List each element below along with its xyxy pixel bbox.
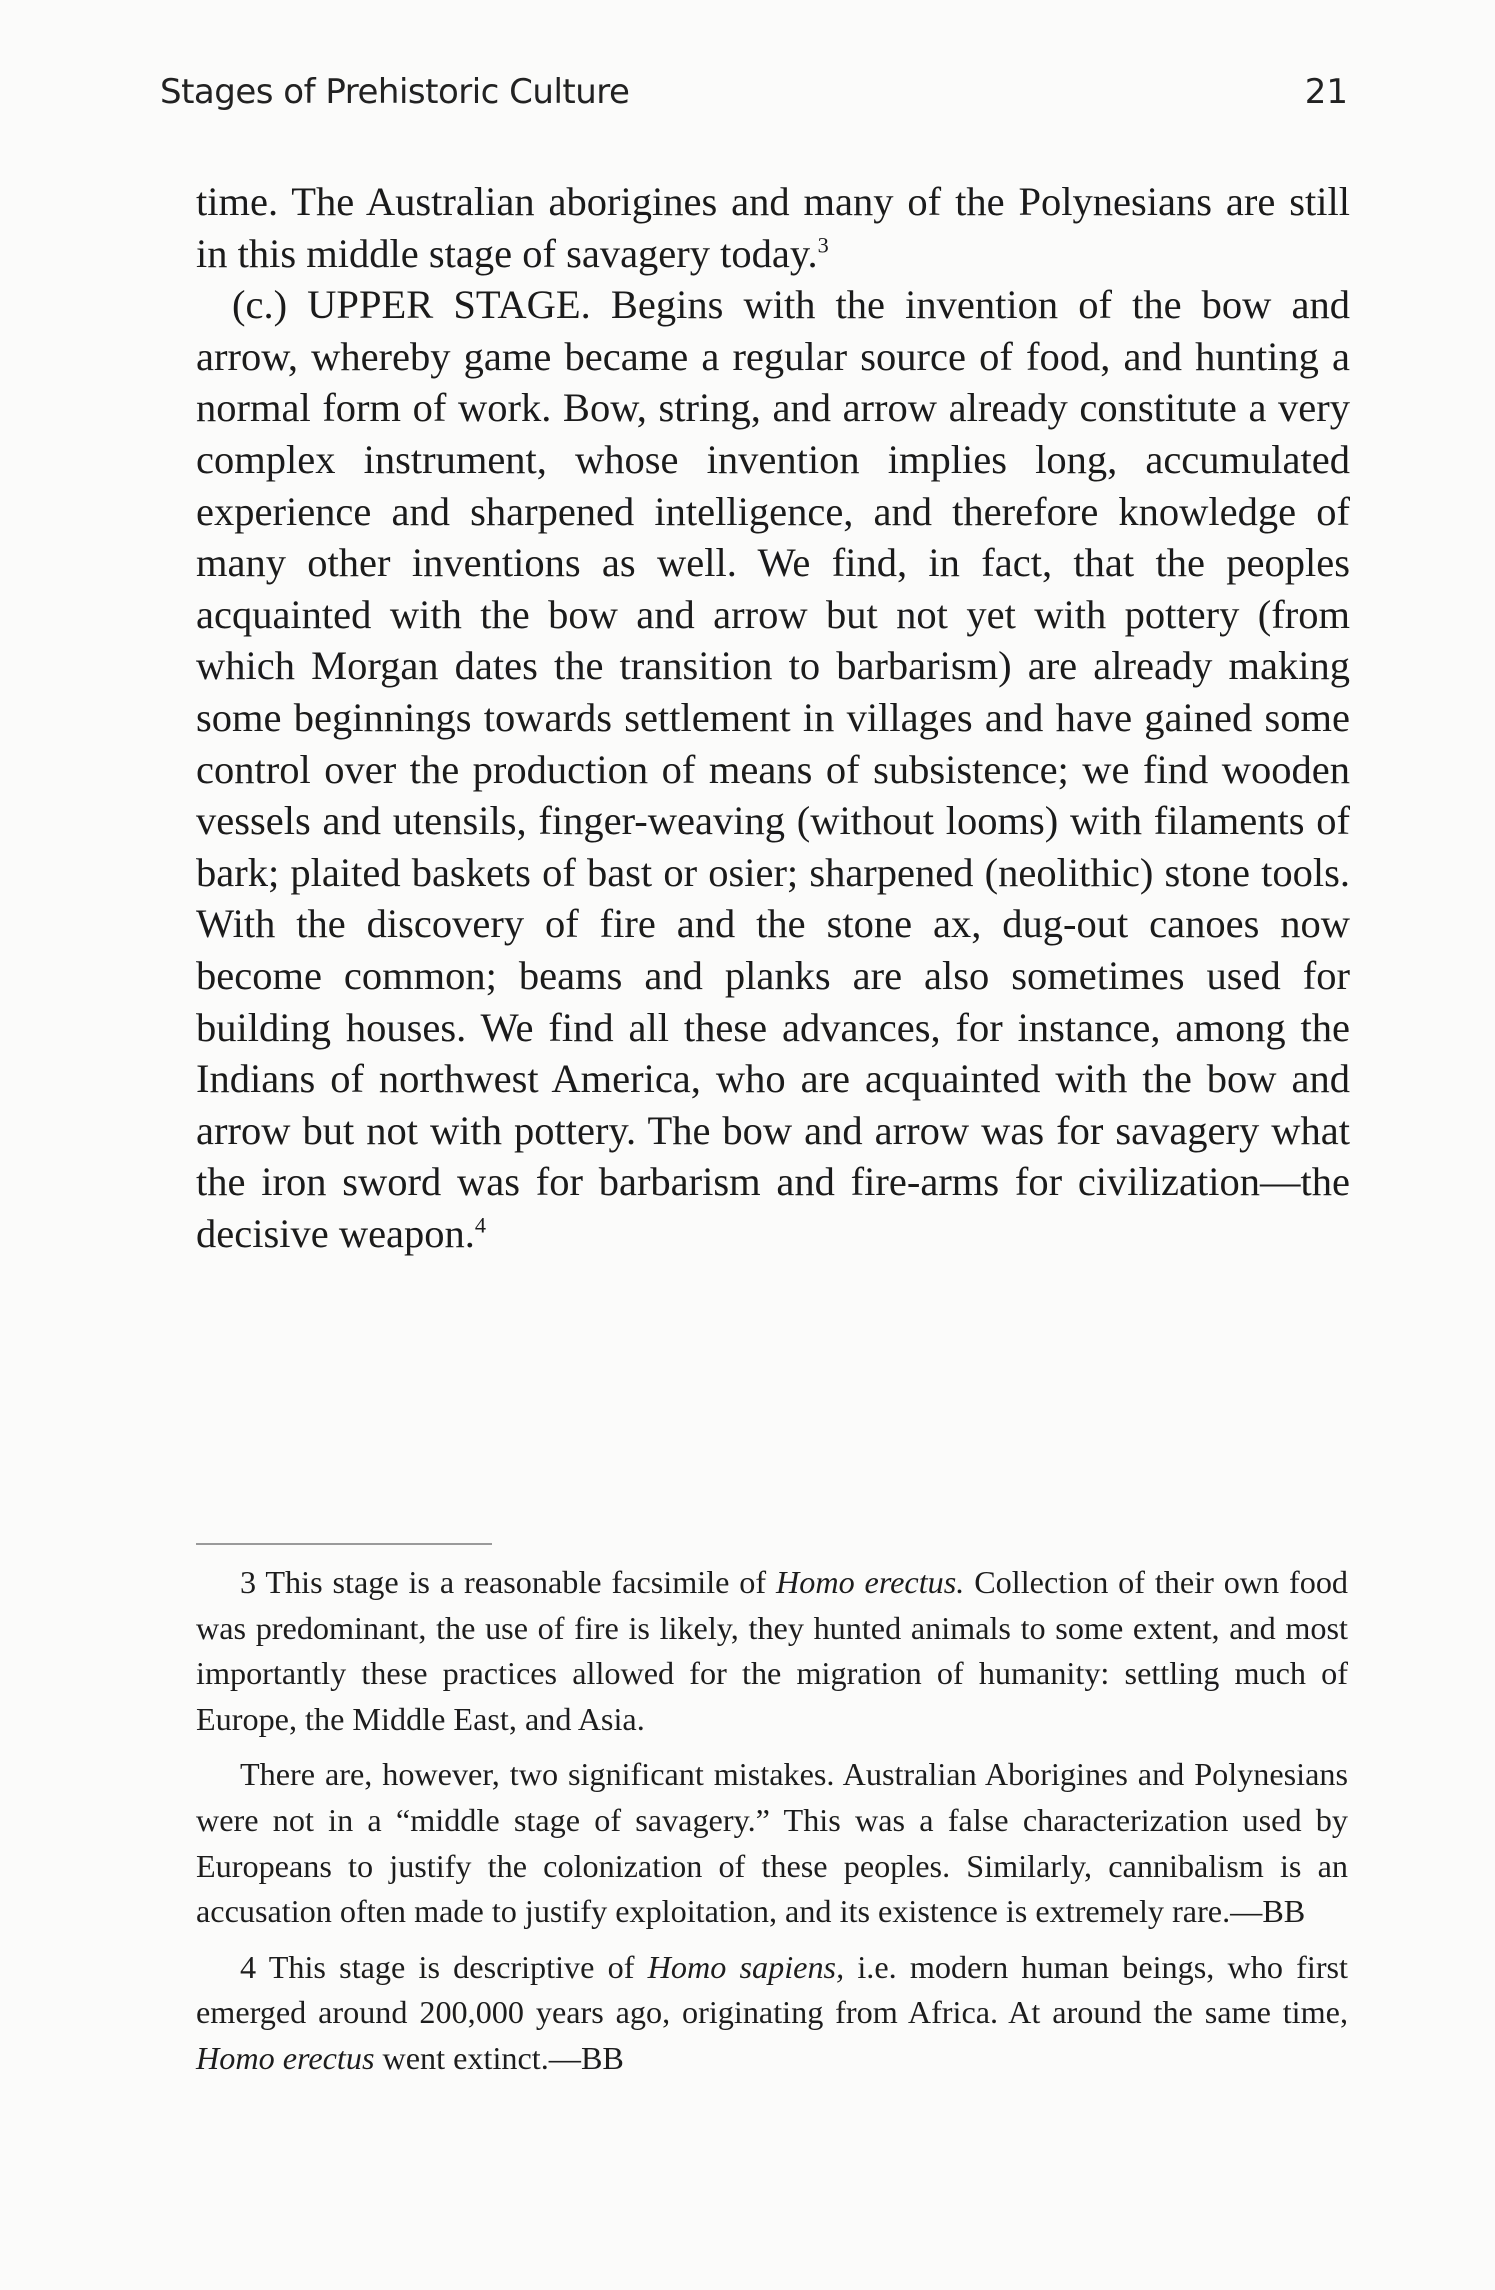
footnote-4: 4 This stage is descriptive of Homo sapiens, i.e. modern human beings, who first emerged around 200,000 years ago, originating from Africa. At around the same time, Homo erectus went extinct.—BB [196, 1948, 1349, 2076]
paragraph-text: time. The Australian aborigines and many of the Polynesians are still in this middle stage of savagery today. [196, 179, 1350, 276]
paragraph-text: (c.) UPPER STAGE. Begins with the invention of the bow and arrow, whereby game became a regular source of food, and hunting a normal form of work. Bow, string, and arrow already constitute a very complex instrument, whose invention implies long, accumulated experience and sharpened intelligence, and therefore knowledge of many other inventions as well. We find, in fact, that the peoples acquainted with the bow and arrow but not yet with pottery (from which Morgan dates the transition to barbarism) are already making some beginnings towards settlement in villages and have gained some control over the production of means of subsistence; we find wooden vessels and utensils, finger-weaving (without looms) with filaments of bark; plaited baskets of bast or osier; sharpened (neolithic) stone tools. With the discovery of fire and the stone ax, dug-out canoes now become common; beams and planks are also sometimes used for building houses. We find all these advances, for instance, among the Indians of northwest America, who are acquainted with the bow and arrow but not with pottery. The bow and arrow was for savagery what the iron sword was for barbarism and fire-arms for civilization—the decisive weapon. [196, 282, 1350, 1256]
footnote-ref-3: 3 [817, 232, 829, 258]
paragraph-continued [196, 176, 1350, 279]
footnote-ref-4: 4 [474, 1212, 487, 1238]
italic-term: Homo sapiens, [647, 1948, 845, 1985]
footnote-number: 4 [240, 1948, 257, 1985]
page-number: 21 [1304, 72, 1348, 112]
footnote-3-continued: There are, however, two significant mistakes. Australian Aborigines and Polynesians were not in a “middle stage of savagery.” This was a false characterization used by Europeans to justify the colonization of these peoples. Similarly, cannibalism is an accusation often made to justify exploitation, and its existence is extremely rare.—BB [196, 1756, 1348, 1930]
footnote-number: 3 [240, 1564, 257, 1600]
footnote-separator [196, 1543, 492, 1545]
footnote-3: 3 This stage is a reasonable facsimile of Homo erectus. Collection of their own food was predominant, the use of fire is likely, they hunted animals to some extent, and most importantly these practices allowed for the migration of humanity: settling much of Europe, the Middle East, and Asia. [196, 1564, 1349, 1737]
footnotes [196, 1560, 1348, 2092]
page-header [160, 72, 1356, 132]
running-head: Stages of Prehistoric Culture [160, 72, 630, 112]
body-text [196, 176, 1350, 1259]
italic-term: Homo erectus. [775, 1564, 965, 1600]
italic-term: Homo erectus [196, 2039, 375, 2076]
paragraph-upper-stage [196, 279, 1350, 1259]
